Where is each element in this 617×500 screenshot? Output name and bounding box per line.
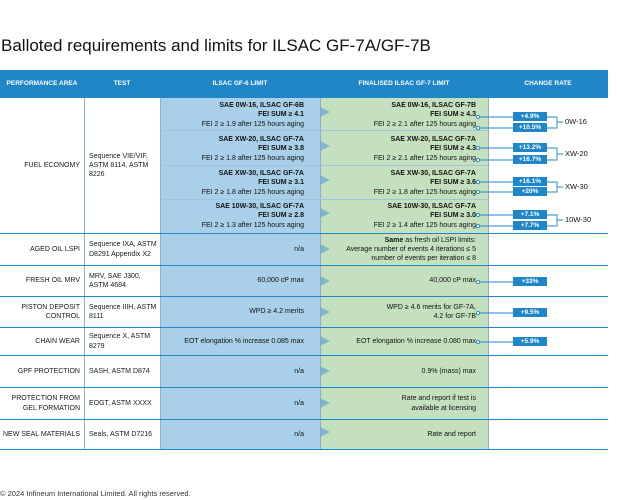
change-badge: +13.2%: [513, 143, 547, 152]
gf7-value-line: available at licensing: [411, 404, 476, 412]
requirements-table: [0, 70, 608, 450]
gf7-value: Rate and report: [427, 430, 476, 438]
gf7-piston-deposit: [320, 297, 476, 327]
gf7-value: EOT elongation % increase 0.080 max: [356, 337, 476, 345]
gf7-fuel-xw30: [320, 168, 476, 198]
subrow-divider: [160, 165, 488, 166]
gf6-value: 60,000 cP max: [257, 277, 304, 285]
area-gel-formation: PROTECTION FROM GEL FORMATION: [11, 395, 80, 412]
gf7-fei2: FEI 2 ≥ 1.8 after 125 hours aging: [373, 188, 476, 196]
change-badge: +10.5%: [513, 123, 547, 132]
gf6-fuel-xw20: [160, 134, 304, 164]
gf7-value: 0.9% (mass) max: [421, 367, 476, 375]
gf7-fei2: FEI 2 ≥ 1.4 after 125 hours aging: [373, 221, 476, 229]
gf7-fei2: FEI 2 ≥ 2.1 after 125 hours aging: [373, 154, 476, 162]
column-divider: [488, 98, 489, 450]
gf6-value: EOT elongation % increase 0.085 max: [184, 337, 304, 345]
gf7-fresh-oil-mrv: [320, 266, 476, 296]
gf7-gpf-protection: [320, 356, 476, 387]
column-divider: [84, 98, 85, 450]
subrow-divider: [160, 130, 488, 131]
header-gf6-limit: ILSAC GF-6 LIMIT: [160, 70, 320, 98]
test-piston-deposit-control: Sequence IIIH, ASTM 8111: [89, 303, 157, 320]
row-divider: [0, 449, 608, 450]
gf6-fei2: FEI 2 ≥ 1.3 after 125 hours aging: [201, 221, 304, 229]
gf7-lspi-line: Average number of events 4 iterations ≤ 5: [346, 245, 476, 253]
gf7-fei-sum: FEI SUM ≥ 4.3: [430, 145, 476, 153]
gf6-fei-sum: FEI SUM ≥ 4.1: [258, 111, 304, 119]
subrow-divider: [160, 199, 488, 200]
grade-label: XW-20: [565, 149, 588, 158]
gf6-fei-sum: FEI SUM ≥ 3.8: [258, 145, 304, 153]
change-badge: +5.9%: [513, 337, 547, 346]
gf7-fei-sum: FEI SUM ≥ 3.6: [430, 179, 476, 187]
change-badge: +33%: [513, 277, 547, 286]
area-piston-deposit-control: PISTON DEPOSIT CONTROL: [21, 303, 80, 320]
gf7-fuel-xw20: [320, 134, 476, 164]
gf6-grade-line: SAE XW-20, ILSAC GF-7A: [218, 136, 304, 144]
area-chain-wear: CHAIN WEAR: [35, 337, 80, 345]
grade-label: 10W-30: [565, 215, 592, 224]
area-fresh-oil-mrv: FRESH OIL MRV: [25, 277, 80, 285]
change-badge: +16.1%: [513, 177, 547, 186]
gf6-fei-sum: FEI SUM ≥ 2.8: [258, 212, 304, 220]
gf6-fei2: FEI 2 ≥ 1.9 after 125 hours aging: [201, 120, 304, 128]
test-aged-oil-lspi: Sequence IXA, ASTM D8291 Appendix X2: [89, 241, 157, 258]
gf6-value: WPD ≥ 4.2 merits: [249, 308, 304, 316]
grade-label: 0W-16: [565, 117, 587, 126]
gf6-fei-sum: FEI SUM ≥ 3.1: [258, 179, 304, 187]
gf7-fuel-0w16: [320, 100, 476, 130]
gf6-piston-deposit: [160, 297, 304, 327]
gf6-fuel-xw30: [160, 168, 304, 198]
gf7-aged-oil-lspi: [320, 234, 476, 265]
gf7-value: 40,000 cP max: [429, 277, 476, 285]
test-fuel-economy: Sequence VIE/VIF, ASTM 8114, ASTM 8226: [89, 152, 149, 179]
header-change-rate: CHANGE RATE: [488, 70, 608, 98]
test-gpf-protection: SASH, ASTM D874: [89, 367, 150, 375]
gf6-value: n/a: [294, 245, 304, 253]
gf7-fei2: FEI 2 ≥ 2.1 after 125 hours aging: [373, 120, 476, 128]
gf7-grade-line: SAE XW-20, ILSAC GF-7A: [390, 136, 476, 144]
gf7-lspi-line: number of events per iteration ≤ 8: [371, 255, 476, 263]
header-test: TEST: [84, 70, 160, 98]
page-title: Balloted requirements and limits for ILSAC GF-7A/GF-7B: [1, 36, 431, 55]
gf7-value-line: Rate and report if test is: [401, 395, 476, 403]
gf6-fei2: FEI 2 ≥ 1.8 after 125 hours aging: [201, 154, 304, 162]
gf7-chain-wear: [320, 328, 476, 355]
gf7-lspi-rest: as fresh oil LSPI limits:: [403, 236, 476, 244]
gf7-lspi-heading: [385, 236, 476, 245]
area-aged-oil-lspi: AGED OIL LSPI: [30, 245, 80, 253]
area-new-seal-materials: NEW SEAL MATERIALS: [2, 430, 80, 438]
area-fuel-economy: FUEL ECONOMY: [24, 161, 80, 169]
test-gel-formation: EOGT, ASTM XXXX: [89, 399, 152, 407]
gf7-fuel-10w30: [320, 201, 476, 231]
gf6-chain-wear: [160, 328, 304, 355]
gf6-grade-line: SAE 0W-16, ILSAC GF-6B: [219, 102, 304, 110]
test-chain-wear: Sequence X, ASTM 8279: [89, 333, 151, 350]
gf7-gel-formation: [320, 388, 476, 419]
grade-label: XW-30: [565, 182, 588, 191]
header-gf7-limit: FINALISED ILSAC GF-7 LIMIT: [320, 70, 488, 98]
area-gpf-protection: GPF PROTECTION: [17, 367, 80, 375]
gf6-gpf-protection: [160, 356, 304, 387]
gf7-fei-sum: FEI SUM ≥ 4.3: [430, 111, 476, 119]
gf6-grade-line: SAE XW-30, ILSAC GF-7A: [218, 170, 304, 178]
gf6-fuel-0w16: [160, 100, 304, 130]
gf6-gel-formation: [160, 388, 304, 419]
gf7-grade-line: SAE 0W-16, ILSAC GF-7B: [391, 102, 476, 110]
copyright-footer: © 2024 Infineum International Limited. All rights reserved.: [0, 489, 191, 498]
change-badge: +16.7%: [513, 155, 547, 164]
gf6-fei2: FEI 2 ≥ 1.8 after 125 hours aging: [201, 188, 304, 196]
test-fresh-oil-mrv: MRV, SAE J300, ASTM 4684: [89, 272, 141, 289]
gf6-fresh-oil-mrv: [160, 266, 304, 296]
gf6-value: n/a: [294, 430, 304, 438]
gf7-new-seal-materials: [320, 420, 476, 449]
header-performance-area: PERFORMANCE AREA: [0, 70, 84, 98]
gf6-fuel-10w30: [160, 201, 304, 231]
change-badge: +4.9%: [513, 112, 547, 121]
change-badge: +9.5%: [513, 308, 547, 317]
change-badge: +7.1%: [513, 210, 547, 219]
gf7-grade-line: SAE 10W-30, ILSAC GF-7A: [387, 203, 476, 211]
gf7-grade-line: SAE XW-30, ILSAC GF-7A: [390, 170, 476, 178]
gf6-value: n/a: [294, 367, 304, 375]
gf7-value-line: WPD ≥ 4.6 merits for GF-7A,: [386, 303, 476, 311]
gf6-new-seal-materials: [160, 420, 304, 449]
gf6-value: n/a: [294, 399, 304, 407]
change-badge: +7.7%: [513, 221, 547, 230]
gf7-lspi-same: Same: [384, 236, 404, 244]
gf6-aged-oil-lspi: [160, 234, 304, 265]
change-badge: +20%: [513, 187, 547, 196]
test-new-seal-materials: Seals, ASTM D7216: [89, 430, 153, 438]
gf7-value-line: 4.2 for GF-7B: [433, 313, 476, 320]
gf6-grade-line: SAE 10W-30, ILSAC GF-7A: [215, 203, 304, 211]
gf7-fei-sum: FEI SUM ≥ 3.0: [430, 212, 476, 220]
